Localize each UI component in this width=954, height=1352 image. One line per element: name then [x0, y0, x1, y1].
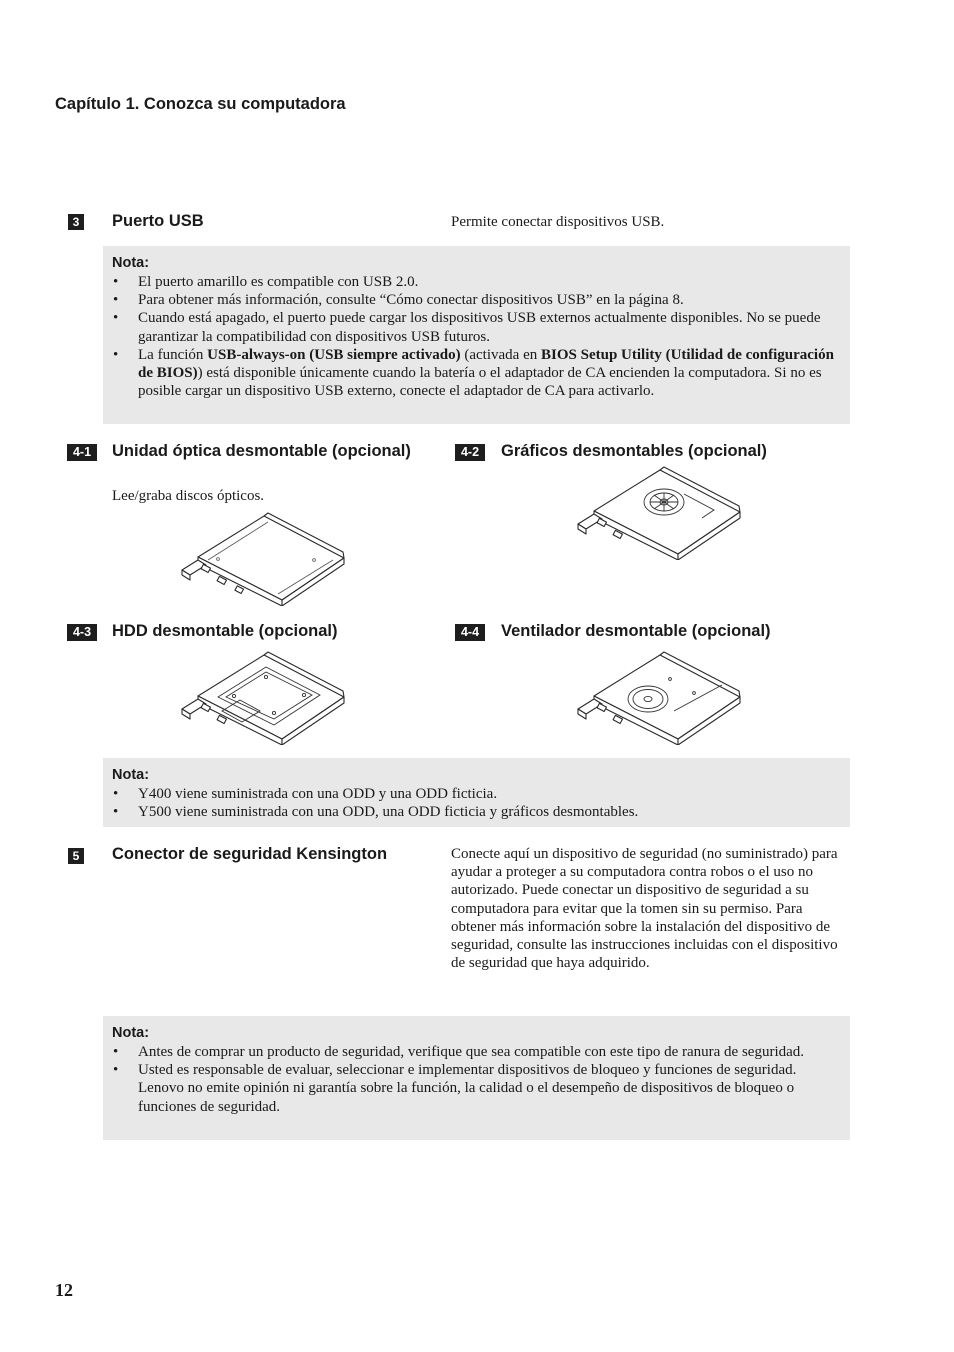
list-item: • Y500 viene suministrada con una ODD, una ODD ficticia y gráficos desmontables.: [112, 803, 838, 821]
list-item: • El puerto amarillo es compatible con USB 2.0.: [112, 273, 838, 291]
fan-module-heading: Ventilador desmontable (opcional): [501, 622, 771, 640]
chapter-title: Capítulo 1. Conozca su computadora: [55, 95, 346, 113]
bay-note-box: [103, 758, 850, 827]
list-item-text: (activada en: [460, 346, 541, 363]
kensington-heading: Conector de seguridad Kensington: [112, 845, 388, 863]
page-number: 12: [55, 1280, 73, 1300]
list-item: • Usted es responsable de evaluar, seleccionar e implementar dispositivos de bloqueo y funciones de seguridad. Lenovo no emite opinión ni garantía sobre la función, la calidad o el desempeño de dispositivos de bloqueo o funciones de seguridad.: [112, 1061, 838, 1116]
fan-module-illustration: [574, 651, 744, 745]
section-marker-4-2: 4-2: [455, 444, 485, 461]
list-item-text: La función: [138, 346, 208, 363]
list-item: • Cuando está apagado, el puerto puede cargar los dispositivos USB externos actualmente disponibles. No se puede garantizar la compatibilidad con dispositivos USB futuros.: [112, 309, 838, 345]
section-marker-3: 3: [68, 214, 84, 230]
list-item-text: ) está disponible únicamente cuando la batería o el adaptador de CA encienden la computadora. Si no es posible cargar un dispositivo USB externo, conecte el adaptador de CA para activarlo.: [138, 365, 822, 400]
hdd-module-illustration: [178, 651, 348, 745]
optical-drive-description: Lee/graba discos ópticos.: [112, 488, 265, 504]
list-item: • Y400 viene suministrada con una ODD y una ODD ficticia.: [112, 785, 838, 803]
hdd-module-heading: HDD desmontable (opcional): [112, 622, 338, 640]
graphics-module-heading: Gráficos desmontables (opcional): [501, 442, 767, 460]
note-title: Nota:: [112, 767, 150, 783]
bay-note-list: [112, 785, 838, 821]
kensington-note-box: [103, 1016, 850, 1140]
note-title: Nota:: [112, 255, 150, 271]
bios-setup-term: BIOS Setup Utility (Utilidad de configuración de BIOS): [138, 346, 834, 382]
list-item: • Antes de comprar un producto de seguridad, verifique que sea compatible con este tipo de ranura de seguridad.: [112, 1043, 838, 1061]
list-item: • Para obtener más información, consulte “Cómo conectar dispositivos USB” en la página 8.: [112, 291, 838, 309]
note-title: Nota:: [112, 1025, 150, 1041]
kensington-note-list: [112, 1043, 838, 1116]
optical-drive-illustration: [178, 512, 348, 606]
usb-port-heading: Puerto USB: [112, 212, 204, 230]
section-marker-4-3: 4-3: [67, 624, 97, 641]
usb-always-on-term: USB-always-on (USB siempre activado): [207, 346, 461, 363]
usb-note-list: [112, 273, 838, 400]
section-marker-4-4: 4-4: [455, 624, 485, 641]
section-marker-5: 5: [68, 848, 84, 864]
optical-drive-heading: Unidad óptica desmontable (opcional): [112, 442, 411, 460]
kensington-description: Conecte aquí un dispositivo de seguridad (no suministrado) para ayudar a proteger a su computadora contra robos o el uso no autorizado. Puede conectar un dispositivo de seguridad a su computadora para evitar que la tomen sin su permiso. Para obtener más información sobre la instalación del dispositivo de seguridad, consulte las instrucciones incluidas con el dispositivo de seguridad que haya adquirido.: [451, 846, 838, 972]
list-item: [112, 346, 838, 401]
graphics-module-illustration: [574, 466, 744, 560]
section-marker-4-1: 4-1: [67, 444, 97, 461]
usb-note-box: [103, 246, 850, 424]
usb-port-description: Permite conectar dispositivos USB.: [451, 214, 665, 230]
